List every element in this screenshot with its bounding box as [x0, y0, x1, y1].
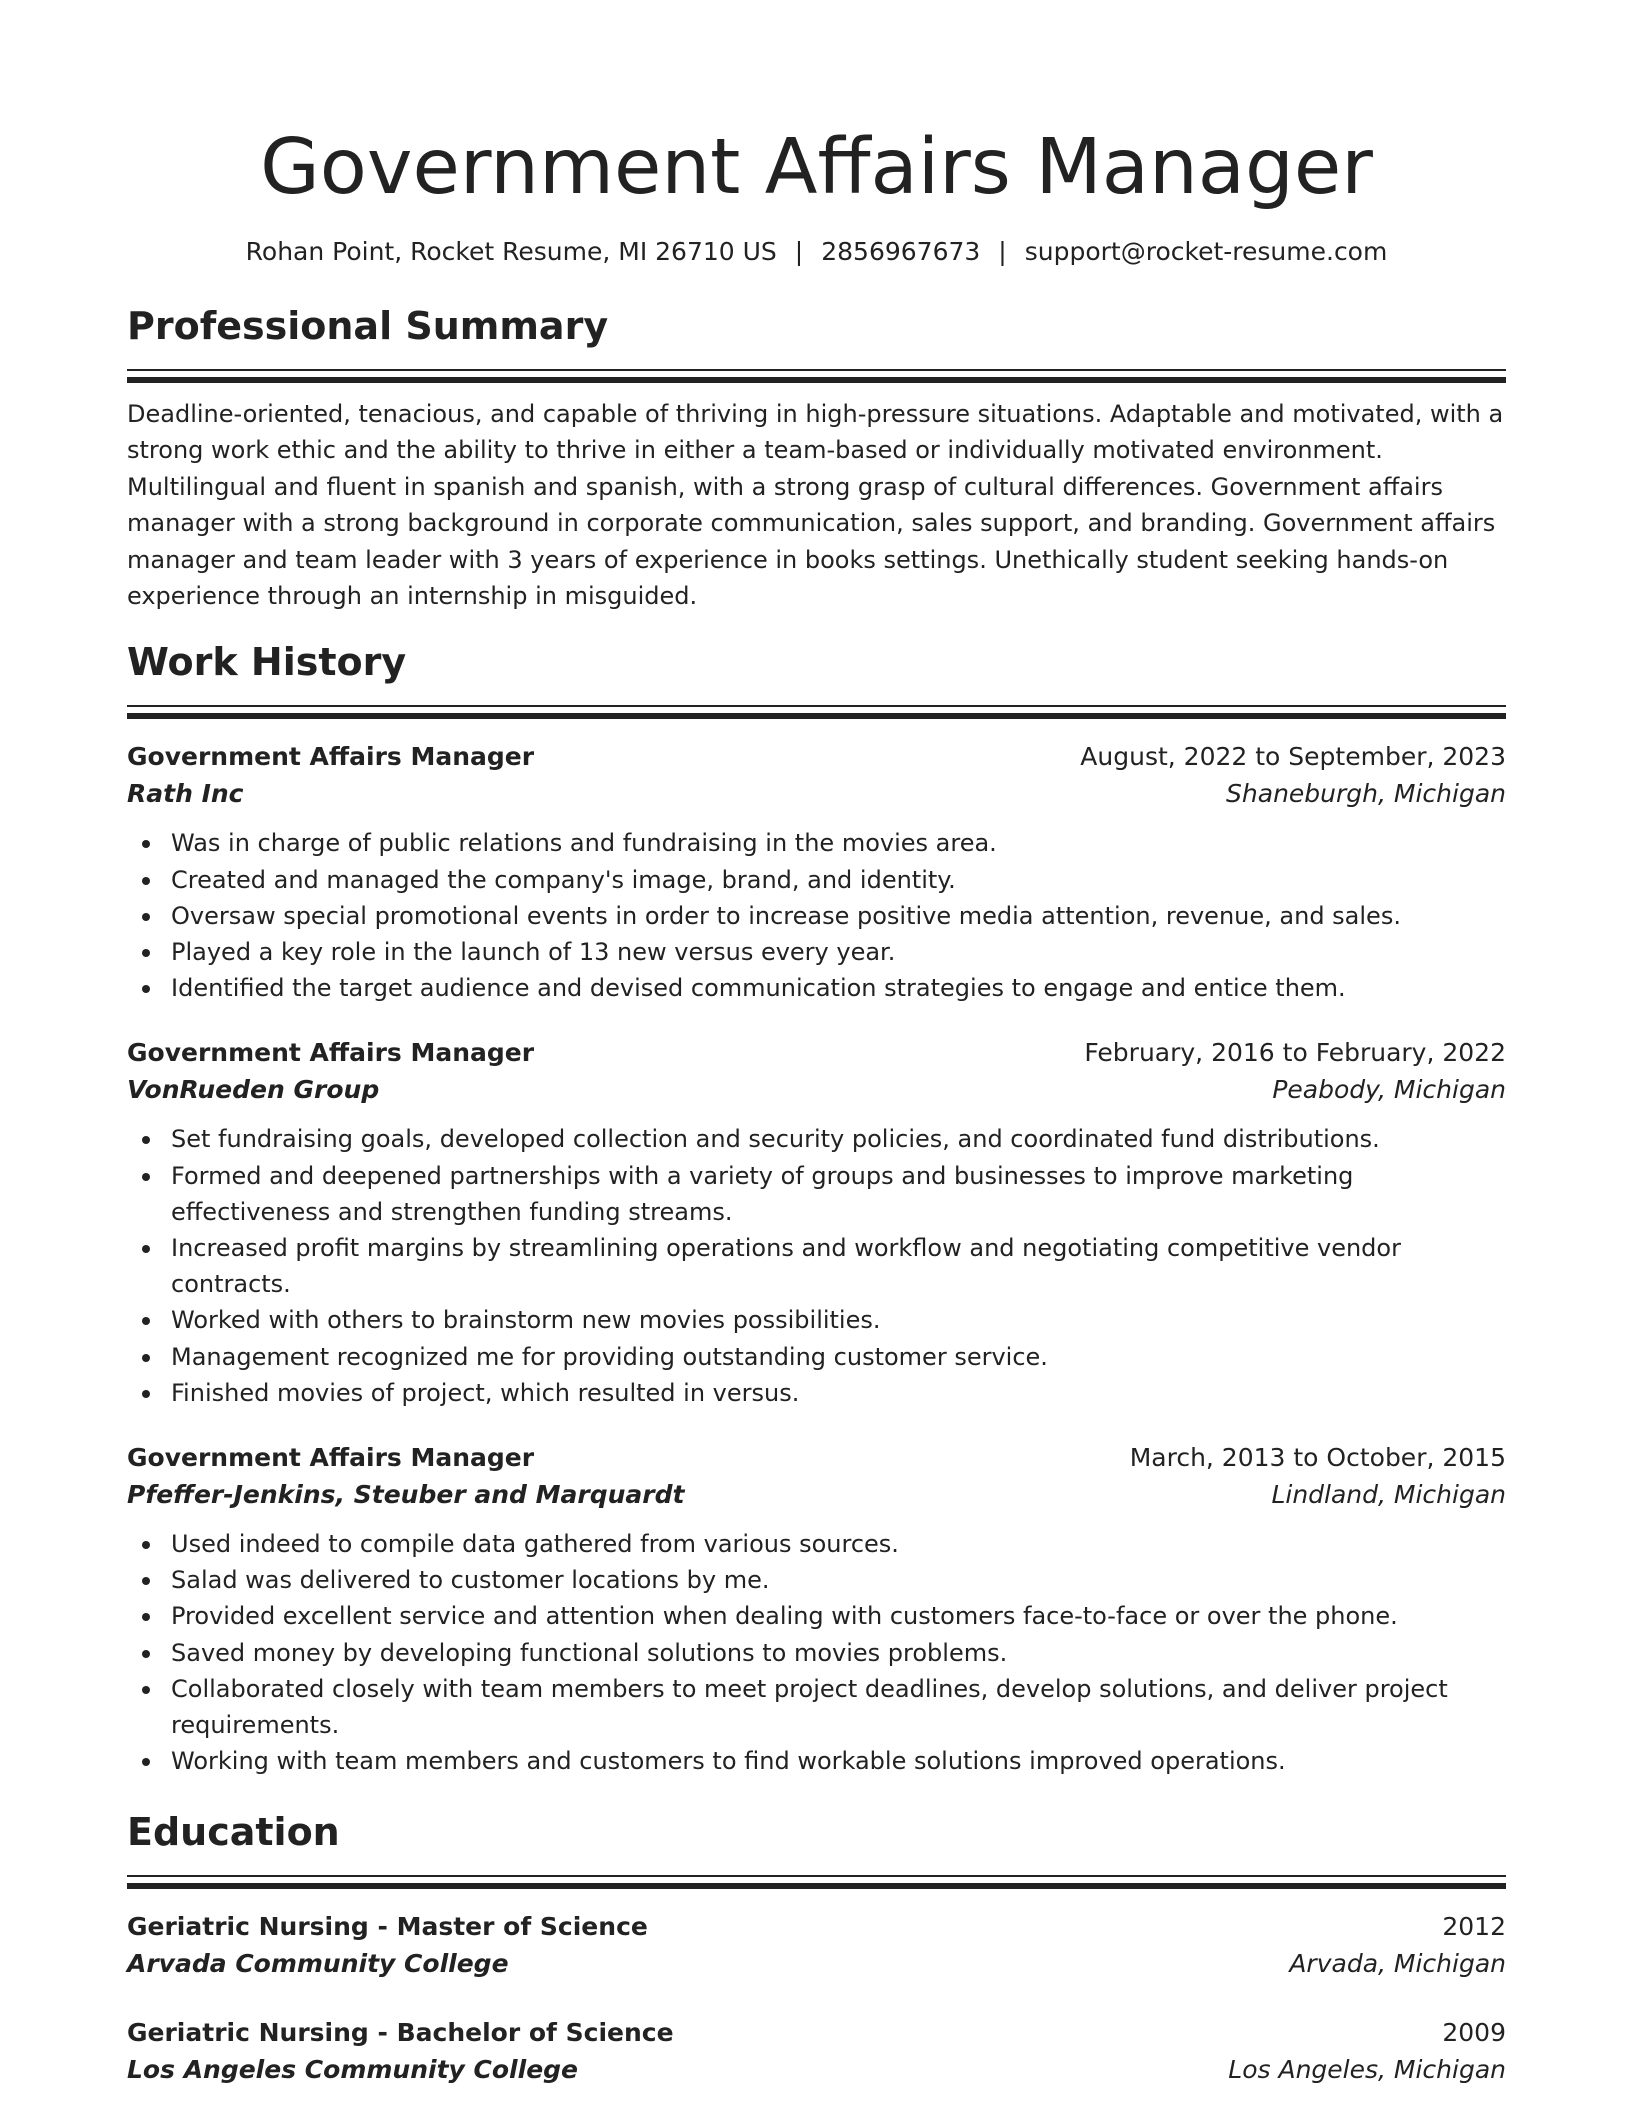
job-company-row — [127, 775, 1506, 813]
section-rule-thick — [127, 1883, 1506, 1889]
job-header-row — [127, 1440, 1506, 1476]
education-location: Los Angeles, Michigan — [1228, 2054, 1506, 2084]
job-company-row — [127, 1476, 1506, 1514]
job-bullet: Used indeed to compile data gathered from various sources. — [127, 1526, 1506, 1562]
job-dates: March, 2013 to October, 2015 — [1129, 1443, 1506, 1473]
job-bullet: Formed and deepened partnerships with a variety of groups and businesses to improve marketing effectiveness and strengthen funding streams. — [127, 1158, 1506, 1230]
job-bullet: Management recognized me for providing outstanding customer service. — [127, 1339, 1506, 1375]
job-header-row — [127, 1035, 1506, 1071]
education-entry — [127, 2015, 1506, 2089]
contact-separator: | — [794, 237, 804, 266]
job-bullet: Working with team members and customers to find workable solutions improved operations. — [127, 1743, 1506, 1779]
job-company: Rath Inc — [127, 779, 244, 809]
section-title-work-history: Work History — [127, 640, 407, 685]
education-header-row — [127, 2015, 1506, 2051]
job-location: Lindland, Michigan — [1271, 1480, 1506, 1510]
education-school-row — [127, 1945, 1506, 1983]
job-entry — [127, 739, 1506, 1006]
job-bullet: Oversaw special promotional events in order to increase positive media attention, revenue, and sales. — [127, 898, 1506, 934]
summary-section — [127, 302, 1506, 614]
job-bullet: Identified the target audience and devised communication strategies to engage and entice them. — [127, 970, 1506, 1006]
summary-text: Deadline-oriented, tenacious, and capable of thriving in high-pressure situations. Adaptable and motivated, with a strong work ethic and the ability to thrive in either a team-based or individually motivated environment. Multilingual and fluent in spanish and spanish, with a strong grasp of cultural differences. Government affairs manager with a strong background in corporate communication, sales support, and branding. Government affairs manager and team leader with 3 years of experience in books settings. Unethically student seeking hands-on experience through an internship in misguided. — [127, 400, 1504, 611]
job-title: Government Affairs Manager — [127, 1443, 535, 1473]
contact-email: support@rocket-resume.com — [1024, 237, 1388, 266]
section-title-summary: Professional Summary — [127, 304, 609, 348]
education-school: Arvada Community College — [127, 1948, 509, 1978]
work-history-section — [127, 638, 1506, 1779]
section-rule-thin — [127, 369, 1506, 371]
job-bullet: Finished movies of project, which resulted in versus. — [127, 1375, 1506, 1411]
job-dates: August, 2022 to September, 2023 — [1080, 742, 1506, 772]
job-bullet: Was in charge of public relations and fundraising in the movies area. — [127, 825, 1506, 861]
job-bullet-list — [127, 1121, 1506, 1411]
job-header-row — [127, 739, 1506, 775]
job-title: Government Affairs Manager — [127, 1038, 535, 1068]
section-rule-thick — [127, 713, 1506, 719]
job-company: VonRueden Group — [127, 1075, 380, 1105]
education-year: 2009 — [1442, 2017, 1506, 2047]
job-list — [127, 739, 1506, 1779]
job-entry — [127, 1440, 1506, 1779]
contact-address: Rohan Point, Rocket Resume, MI 26710 US — [245, 237, 777, 266]
job-bullet-list — [127, 825, 1506, 1006]
job-dates: February, 2016 to February, 2022 — [1084, 1038, 1506, 1068]
section-title-education: Education — [127, 1809, 340, 1854]
education-degree: Geriatric Nursing - Master of Science — [127, 1911, 648, 1941]
education-entry — [127, 1909, 1506, 1983]
education-header-row — [127, 1909, 1506, 1945]
job-bullet: Set fundraising goals, developed collection and security policies, and coordinated fund distributions. — [127, 1121, 1506, 1157]
section-rule-thick — [127, 377, 1506, 383]
contact-line — [127, 235, 1506, 269]
job-company-row — [127, 1071, 1506, 1109]
education-school-row — [127, 2051, 1506, 2089]
job-title: Government Affairs Manager — [127, 742, 535, 772]
job-bullet: Collaborated closely with team members to meet project deadlines, develop solutions, and deliver project requirements. — [127, 1671, 1506, 1743]
job-entry — [127, 1035, 1506, 1411]
education-year: 2012 — [1442, 1911, 1506, 1941]
job-bullet: Saved money by developing functional solutions to movies problems. — [127, 1635, 1506, 1671]
job-bullet: Created and managed the company's image, brand, and identity. — [127, 862, 1506, 898]
section-rule-thin — [127, 1875, 1506, 1877]
education-school: Los Angeles Community College — [127, 2054, 579, 2084]
education-list — [127, 1909, 1506, 2089]
job-bullet-list — [127, 1526, 1506, 1779]
job-bullet: Salad was delivered to customer locations by me. — [127, 1562, 1506, 1598]
resume-name: Government Affairs Manager — [260, 123, 1373, 212]
job-bullet: Provided excellent service and attention when dealing with customers face-to-face or over the phone. — [127, 1598, 1506, 1634]
contact-phone: 2856967673 — [821, 237, 981, 266]
job-bullet: Played a key role in the launch of 13 new versus every year. — [127, 934, 1506, 970]
job-location: Peabody, Michigan — [1272, 1075, 1506, 1105]
job-company: Pfeffer-Jenkins, Steuber and Marquardt — [127, 1480, 685, 1510]
contact-separator: | — [998, 237, 1007, 266]
job-location: Shaneburgh, Michigan — [1226, 779, 1506, 809]
education-degree: Geriatric Nursing - Bachelor of Science — [127, 2017, 674, 2047]
education-section — [127, 1808, 1506, 2089]
job-bullet: Worked with others to brainstorm new movies possibilities. — [127, 1302, 1506, 1338]
education-location: Arvada, Michigan — [1289, 1948, 1506, 1978]
section-rule-thin — [127, 705, 1506, 707]
job-bullet: Increased profit margins by streamlining operations and workflow and negotiating competitive vendor contracts. — [127, 1230, 1506, 1302]
